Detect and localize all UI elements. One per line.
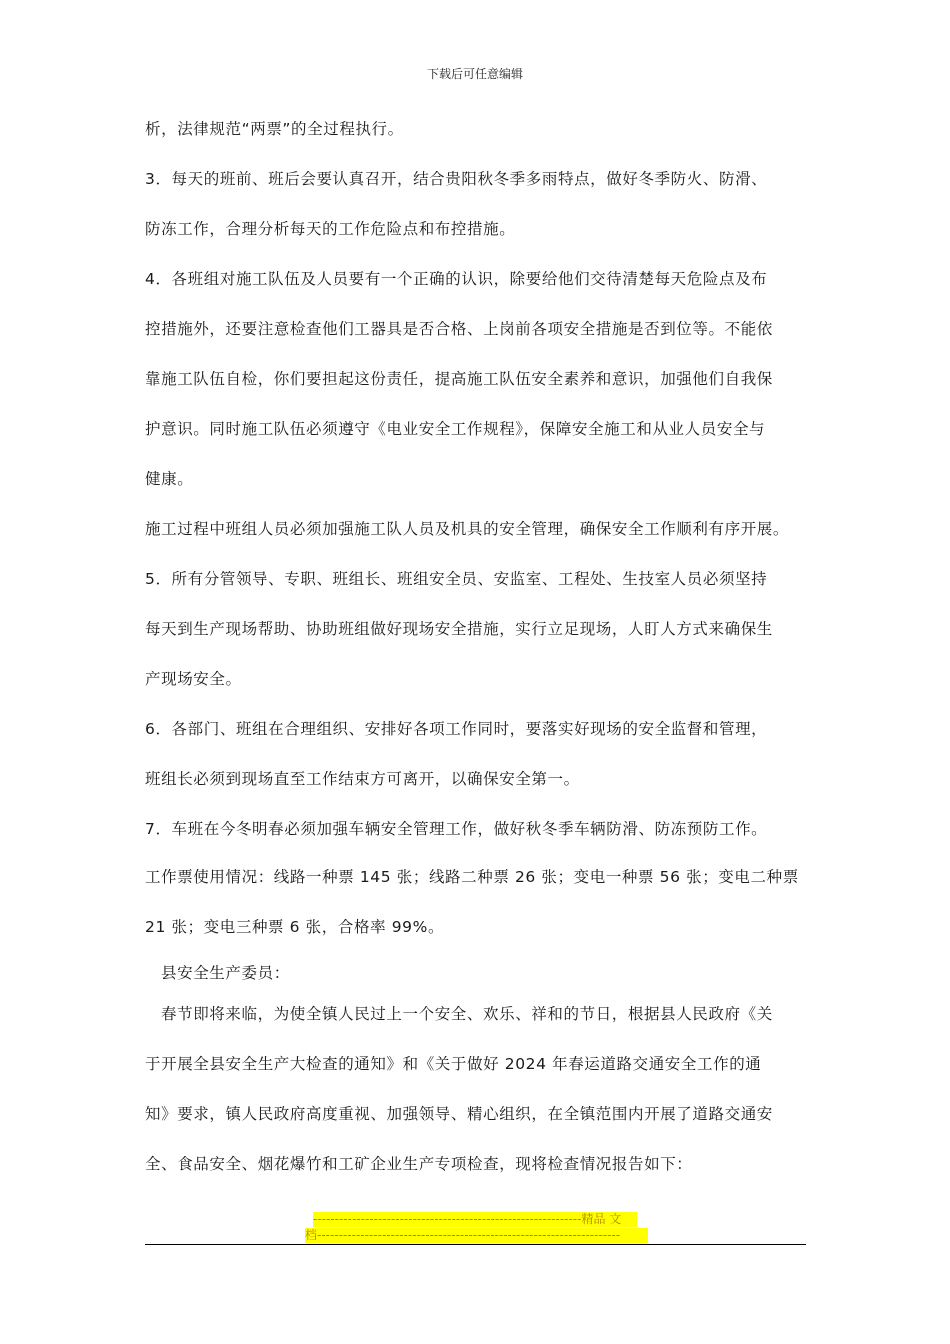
body-line: 春节即将来临，为使全镇人民过上一个安全、欢乐、祥和的节日，根据县人民政府《关 [161,1005,773,1023]
page-header: 下载后可任意编辑 [426,67,523,81]
body-line: 护意识。同时施工队伍必须遵守《电业安全工作规程》，保障安全施工和从业人员安全与 [145,420,766,438]
body-line: 工作票使用情况：线路一种票 145 张；线路二种票 26 张；变电一种票 56 张；变电二种票 [145,868,799,886]
body-line: 5．所有分管领导、专职、班组长、班组安全员、安监室、工程处、生技室人员必须坚持 [145,570,768,588]
body-line: 21 张；变电三种票 6 张，合格率 99%。 [145,918,445,936]
body-line: 于开展全县安全生产大检查的通知》和《关于做好 2024 年春运道路交通安全工作的通 [145,1055,762,1073]
body-line: 防冻工作，合理分析每天的工作危险点和布控措施。 [145,220,516,238]
footer-watermark-line-2: 档---------------------------------------------------------------------- [305,1228,648,1243]
body-line: 4．各班组对施工队伍及人员要有一个正确的认识，除要给他们交待清楚每天危险点及布 [145,270,768,288]
body-line: 知》要求，镇人民政府高度重视、加强领导、精心组织，在全镇范围内开展了道路交通安 [145,1105,773,1123]
body-line: 班组长必须到现场直至工作结束方可离开，以确保安全第一。 [145,770,580,788]
footer-rule [145,1244,806,1245]
footer-watermark-line-1: --------------------------------------------------------------精品 文 [313,1212,637,1227]
body-line: 6．各部门、班组在合理组织、安排好各项工作同时，要落实好现场的安全监督和管理， [145,720,768,738]
body-line: 7．车班在今冬明春必须加强车辆安全管理工作，做好秋冬季车辆防滑、防冻预防工作。 [145,820,768,838]
body-line: 析，法律规范“两票”的全过程执行。 [145,120,404,138]
body-line: 产现场安全。 [145,670,242,688]
body-line: 施工过程中班组人员必须加强施工队人员及机具的安全管理，确保安全工作顺利有序开展。 [145,520,790,538]
body-line: 县安全生产委员： [161,964,290,982]
body-line: 3．每天的班前、班后会要认真召开，结合贵阳秋冬季多雨特点，做好冬季防火、防滑、 [145,170,768,188]
body-line: 靠施工队伍自检，你们要担起这份责任，提高施工队伍安全素养和意识，加强他们自我保 [145,370,773,388]
body-line: 每天到生产现场帮助、协助班组做好现场安全措施，实行立足现场，人盯人方式来确保生 [145,620,773,638]
body-line: 健康。 [145,470,194,488]
body-line: 全、食品安全、烟花爆竹和工矿企业生产专项检查，现将检查情况报告如下： [145,1155,693,1173]
body-line: 控措施外，还要注意检查他们工器具是否合格、上岗前各项安全措施是否到位等。不能依 [145,320,773,338]
